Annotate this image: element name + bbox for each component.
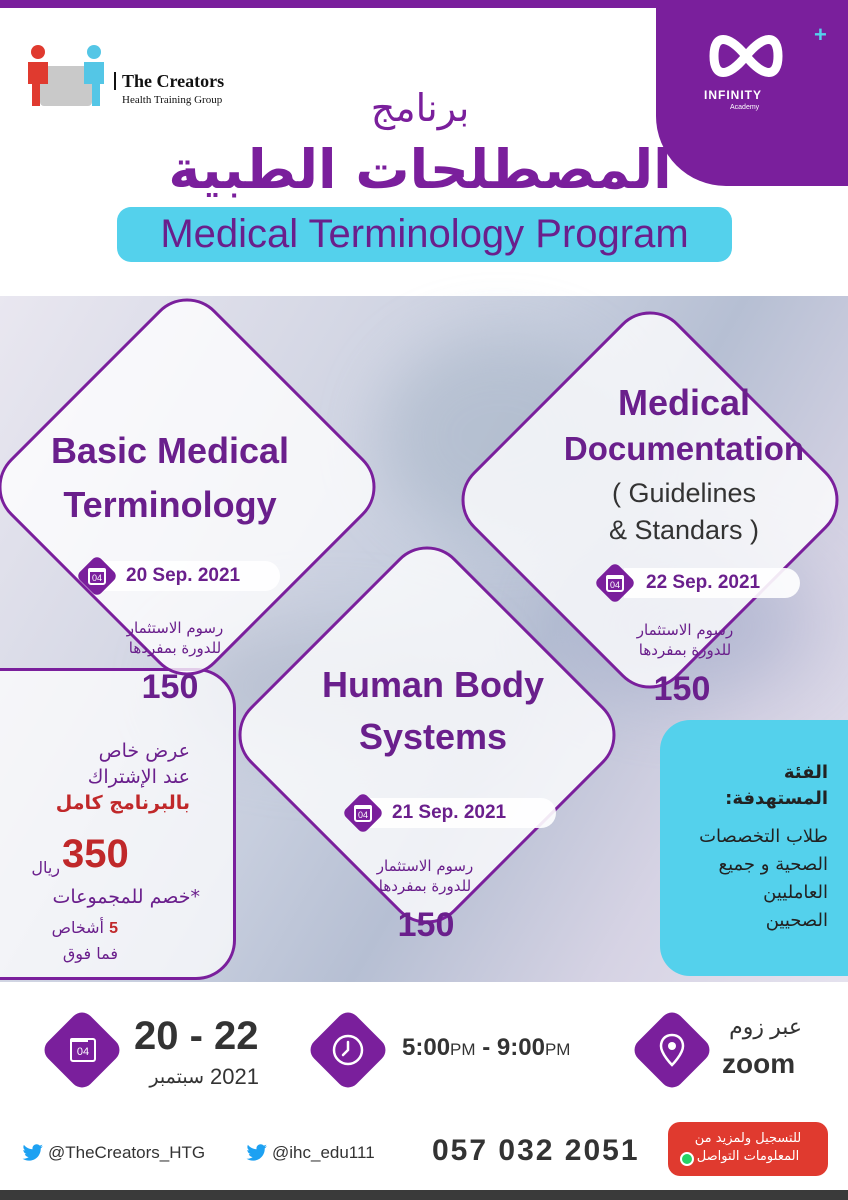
price-basic: 150 — [141, 668, 199, 706]
infinity-name: INFINITY — [704, 88, 762, 102]
offer-line-3: بالبرنامج كامل — [55, 792, 190, 814]
calendar-icon: 04 — [88, 568, 106, 585]
location-pin-icon — [659, 1033, 685, 1067]
fee-label-basic-l1: رسوم الاستثمار — [126, 619, 224, 637]
program-title-english: Medical Terminology Program — [117, 207, 732, 262]
twitter-icon — [246, 1144, 268, 1162]
twitter-handle-ihc[interactable]: @ihc_edu111 — [272, 1143, 375, 1162]
course-subtitle-doc-l2: & Standars ) — [608, 515, 760, 545]
offer-discount: *خصم للمجموعات — [52, 886, 200, 908]
creators-logo — [24, 44, 234, 114]
target-heading-l1: الفئة — [783, 762, 828, 783]
event-time — [402, 1034, 570, 1062]
fee-label-doc-l1: رسوم الاستثمار — [636, 621, 734, 639]
course-title-body-l2: Systems — [358, 716, 508, 757]
event-dates: 20 - 22 — [134, 1014, 259, 1058]
fee-label-body-l1: رسوم الاستثمار — [376, 857, 474, 875]
target-line-3: العامليين — [763, 882, 828, 903]
register-line-2: المعلومات التواصل — [696, 1149, 800, 1164]
offer-above: فما فوق — [62, 944, 118, 963]
course-title-basic-l2: Terminology — [63, 484, 277, 525]
infinity-logo-icon — [656, 0, 848, 100]
course-title-doc-l2: Documentation — [563, 430, 805, 467]
zoom-label: zoom — [722, 1048, 796, 1079]
fee-label-doc-l2: للدورة بمفردها — [638, 641, 732, 659]
target-line-4: الصحيين — [765, 910, 828, 931]
calendar-icon: 04 — [354, 805, 372, 822]
offer-currency: ريال — [31, 858, 60, 877]
creators-subtitle: Health Training Group — [122, 94, 223, 106]
infinity-subtitle: Academy — [730, 104, 760, 111]
puzzle-people-icon — [24, 44, 114, 114]
time-end: 9:00 — [496, 1034, 545, 1061]
target-audience-panel — [660, 720, 848, 976]
target-line-1: طلاب التخصصات — [699, 826, 828, 847]
time-start: 5:00 — [402, 1034, 451, 1061]
course-title-basic-l1: Basic Medical — [50, 430, 290, 471]
calendar-icon: 04 — [606, 575, 624, 592]
course-subtitle-doc-l1: ( Guidelines — [611, 478, 757, 508]
event-year: 2021 — [210, 1064, 259, 1089]
course-title-doc-l1: Medical — [617, 382, 751, 423]
register-line-1: للتسجيل ولمزيد من — [694, 1131, 802, 1146]
course-title-body-l1: Human Body — [321, 664, 544, 705]
target-line-2: الصحية و جميع — [718, 854, 828, 875]
phone-number[interactable]: 057 032 2051 — [432, 1134, 640, 1167]
date-body: 21 Sep. 2021 — [370, 798, 556, 828]
clock-icon — [331, 1033, 365, 1067]
offer-persons-number: 5 — [109, 920, 118, 937]
offer-persons — [20, 918, 118, 938]
offer-line-1: عرض خاص — [98, 740, 190, 762]
svg-text:+: + — [814, 22, 827, 47]
date-documentation: 22 Sep. 2021 — [624, 568, 800, 598]
offer-price: 350 — [62, 832, 129, 876]
time-dash: - — [482, 1034, 491, 1061]
event-month: سبتمبر — [149, 1067, 204, 1088]
time-end-pm: PM — [544, 1040, 571, 1059]
whatsapp-icon — [680, 1152, 694, 1166]
offer-line-2: عند الإشتراك — [87, 766, 190, 788]
bottom-bar — [0, 1190, 848, 1200]
creators-name: The Creators — [114, 72, 224, 90]
date-basic: 20 Sep. 2021 — [104, 561, 280, 591]
calendar-icon: 04 — [70, 1038, 96, 1062]
target-heading-l2: المستهدفة: — [725, 788, 828, 809]
program-title-arabic: المصطلحات الطبية — [168, 138, 672, 201]
program-label: برنامج — [370, 86, 470, 130]
twitter-handle-creators[interactable]: @TheCreators_HTG — [48, 1143, 206, 1162]
time-start-pm: PM — [450, 1040, 476, 1059]
twitter-icon — [22, 1144, 44, 1162]
register-info-box[interactable] — [668, 1122, 828, 1176]
fee-label-basic-l2: للدورة بمفردها — [128, 639, 222, 657]
fee-label-body-l2: للدورة بمفردها — [378, 877, 472, 895]
offer-persons-label: أشخاص — [51, 918, 104, 937]
price-documentation: 150 — [653, 670, 711, 708]
via-zoom-arabic: عبر زوم — [729, 1014, 802, 1039]
price-body: 150 — [397, 906, 455, 944]
